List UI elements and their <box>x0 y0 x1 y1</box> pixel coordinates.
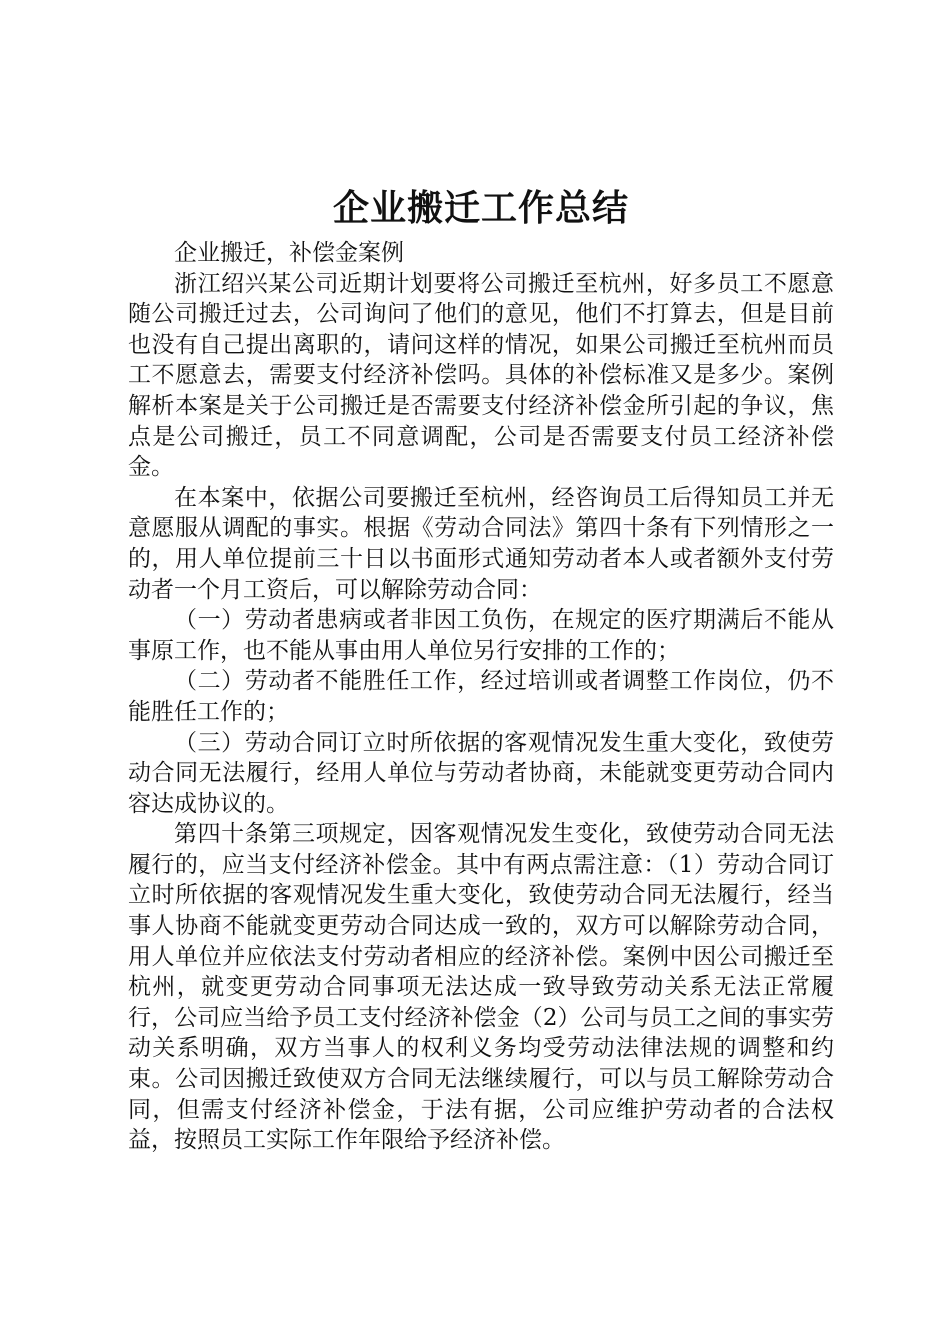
paragraph-case-description: 浙江绍兴某公司近期计划要将公司搬迁至杭州，好多员工不愿意随公司搬迁过去，公司询问了他们的意见，他们不打算去，但是目前也没有自己提出离职的，请问这样的情况，如果公司搬迁至杭州而员工不愿意去，需要支付经济补偿吗。具体的补偿标准又是多少。案例解析本案是关于公司搬迁是否需要支付经济补偿金所引起的争议，焦点是公司搬迁，员工不同意调配，公司是否需要支付员工经济补偿金。 <box>128 270 834 481</box>
paragraph-analysis: 第四十条第三项规定，因客观情况发生变化，致使劳动合同无法履行的，应当支付经济补偿金。其中有两点需注意：（1）劳动合同订立时所依据的客观情况发生重大变化，致使劳动合同无法履行，经当事人协商不能就变更劳动合同达成一致的，双方可以解除劳动合同，用人单位并应依法支付劳动者相应的经济补偿。案例中因公司搬迁至杭州，就变更劳动合同事项无法达成一致导致劳动关系无法正常履行，公司应当给予员工支付经济补偿金（2）公司与员工之间的事实劳动关系明确，双方当事人的权利义务均受劳动法律法规的调整和约束。公司因搬迁致使双方合同无法继续履行，可以与员工解除劳动合同，但需支付经济补偿金，于法有据，公司应维护劳动者的合法权益，按照员工实际工作年限给予经济补偿。 <box>128 821 834 1154</box>
document-title: 企业搬迁工作总结 <box>332 187 629 229</box>
paragraph-clause-1: （一）劳动者患病或者非因工负伤，在规定的医疗期满后不能从事原工作，也不能从事由用人单位另行安排的工作的； <box>128 607 834 664</box>
paragraph-subtitle: 企业搬迁，补偿金案例 <box>174 240 404 266</box>
document-page <box>128 182 834 1156</box>
paragraph-clause-3: （三）劳动合同订立时所依据的客观情况发生重大变化，致使劳动合同无法履行，经用人单位与劳动者协商，未能就变更劳动合同内容达成协议的。 <box>128 729 834 817</box>
paragraph-legal-basis: 在本案中，依据公司要搬迁至杭州，经咨询员工后得知员工并无意愿服从调配的事实。根据《劳动合同法》第四十条有下列情形之一的，用人单位提前三十日以书面形式通知劳动者本人或者额外支付劳动者一个月工资后，可以解除劳动合同： <box>128 484 834 603</box>
paragraph-clause-2: （二）劳动者不能胜任工作，经过培训或者调整工作岗位，仍不能胜任工作的； <box>128 668 834 725</box>
